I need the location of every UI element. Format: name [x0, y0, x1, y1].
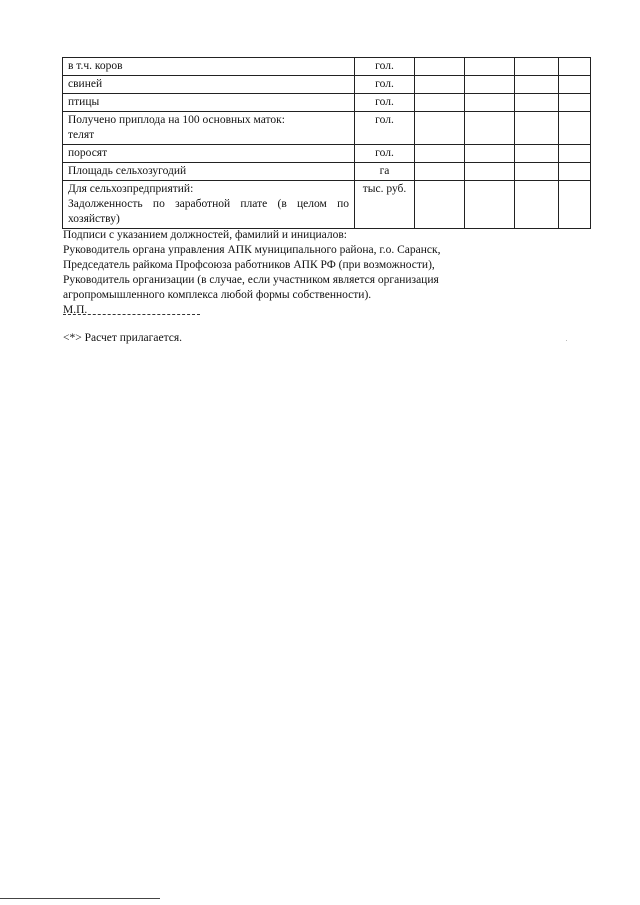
value-cell — [515, 58, 559, 76]
row-label-line: Получено приплода на 100 основных маток: — [68, 114, 285, 126]
value-cell — [465, 112, 515, 145]
value-cell — [415, 181, 465, 229]
row-label-line: Для сельхозпредприятий: — [68, 183, 194, 195]
value-cell — [515, 94, 559, 112]
value-cell — [465, 76, 515, 94]
signature-line: агропромышленного комплекса любой формы собственности). — [63, 289, 372, 301]
scan-speck — [566, 340, 567, 341]
row-label — [63, 181, 355, 229]
value-cell — [515, 181, 559, 229]
value-cell — [515, 76, 559, 94]
value-cell — [415, 76, 465, 94]
row-unit: га — [355, 163, 415, 181]
footnote-separator — [63, 314, 200, 315]
row-label-line: Задолженность по заработной плате (в целом по хозяйству) — [68, 198, 349, 225]
table-row-farmland-area — [63, 163, 591, 181]
value-cell — [465, 181, 515, 229]
value-cell — [415, 94, 465, 112]
table-row-cows — [63, 58, 591, 76]
footnote: <*> Расчет прилагается. — [63, 332, 183, 344]
value-cell — [465, 145, 515, 163]
signature-line: Руководитель органа управления АПК муниципального района, г.о. Саранск, — [63, 244, 441, 256]
table-row-wage-debt — [63, 181, 591, 229]
row-unit: гол. — [355, 58, 415, 76]
page-bottom-rule — [0, 898, 160, 899]
value-cell — [559, 58, 591, 76]
value-cell — [559, 94, 591, 112]
value-cell — [559, 76, 591, 94]
value-cell — [415, 112, 465, 145]
row-label: свиней — [63, 76, 355, 94]
signatures-block — [63, 228, 583, 318]
row-unit: гол. — [355, 94, 415, 112]
row-label: Площадь сельхозугодий — [63, 163, 355, 181]
value-cell — [559, 145, 591, 163]
value-cell — [559, 163, 591, 181]
table-row-piglets — [63, 145, 591, 163]
signature-line: Руководитель организации (в случае, если участником является организация — [63, 274, 439, 286]
row-label — [63, 112, 355, 145]
row-unit: гол. — [355, 76, 415, 94]
value-cell — [465, 58, 515, 76]
row-label: поросят — [63, 145, 355, 163]
row-label-line: телят — [68, 129, 95, 141]
value-cell — [465, 163, 515, 181]
table-row-pigs — [63, 76, 591, 94]
indicators-table — [62, 57, 591, 229]
value-cell — [559, 112, 591, 145]
value-cell — [415, 58, 465, 76]
value-cell — [515, 112, 559, 145]
value-cell — [415, 145, 465, 163]
value-cell — [515, 163, 559, 181]
signatures-heading: Подписи с указанием должностей, фамилий и инициалов: — [63, 229, 347, 241]
value-cell — [415, 163, 465, 181]
value-cell — [559, 181, 591, 229]
row-label: птицы — [63, 94, 355, 112]
row-unit: гол. — [355, 112, 415, 145]
stamp-place: М.П. — [63, 304, 88, 316]
table-row-poultry — [63, 94, 591, 112]
row-unit: тыс. руб. — [355, 181, 415, 229]
signature-line: Председатель райкома Профсоюза работников АПК РФ (при возможности), — [63, 259, 435, 271]
row-label: в т.ч. коров — [63, 58, 355, 76]
row-unit: гол. — [355, 145, 415, 163]
table-row-offspring-calves — [63, 112, 591, 145]
value-cell — [515, 145, 559, 163]
value-cell — [465, 94, 515, 112]
